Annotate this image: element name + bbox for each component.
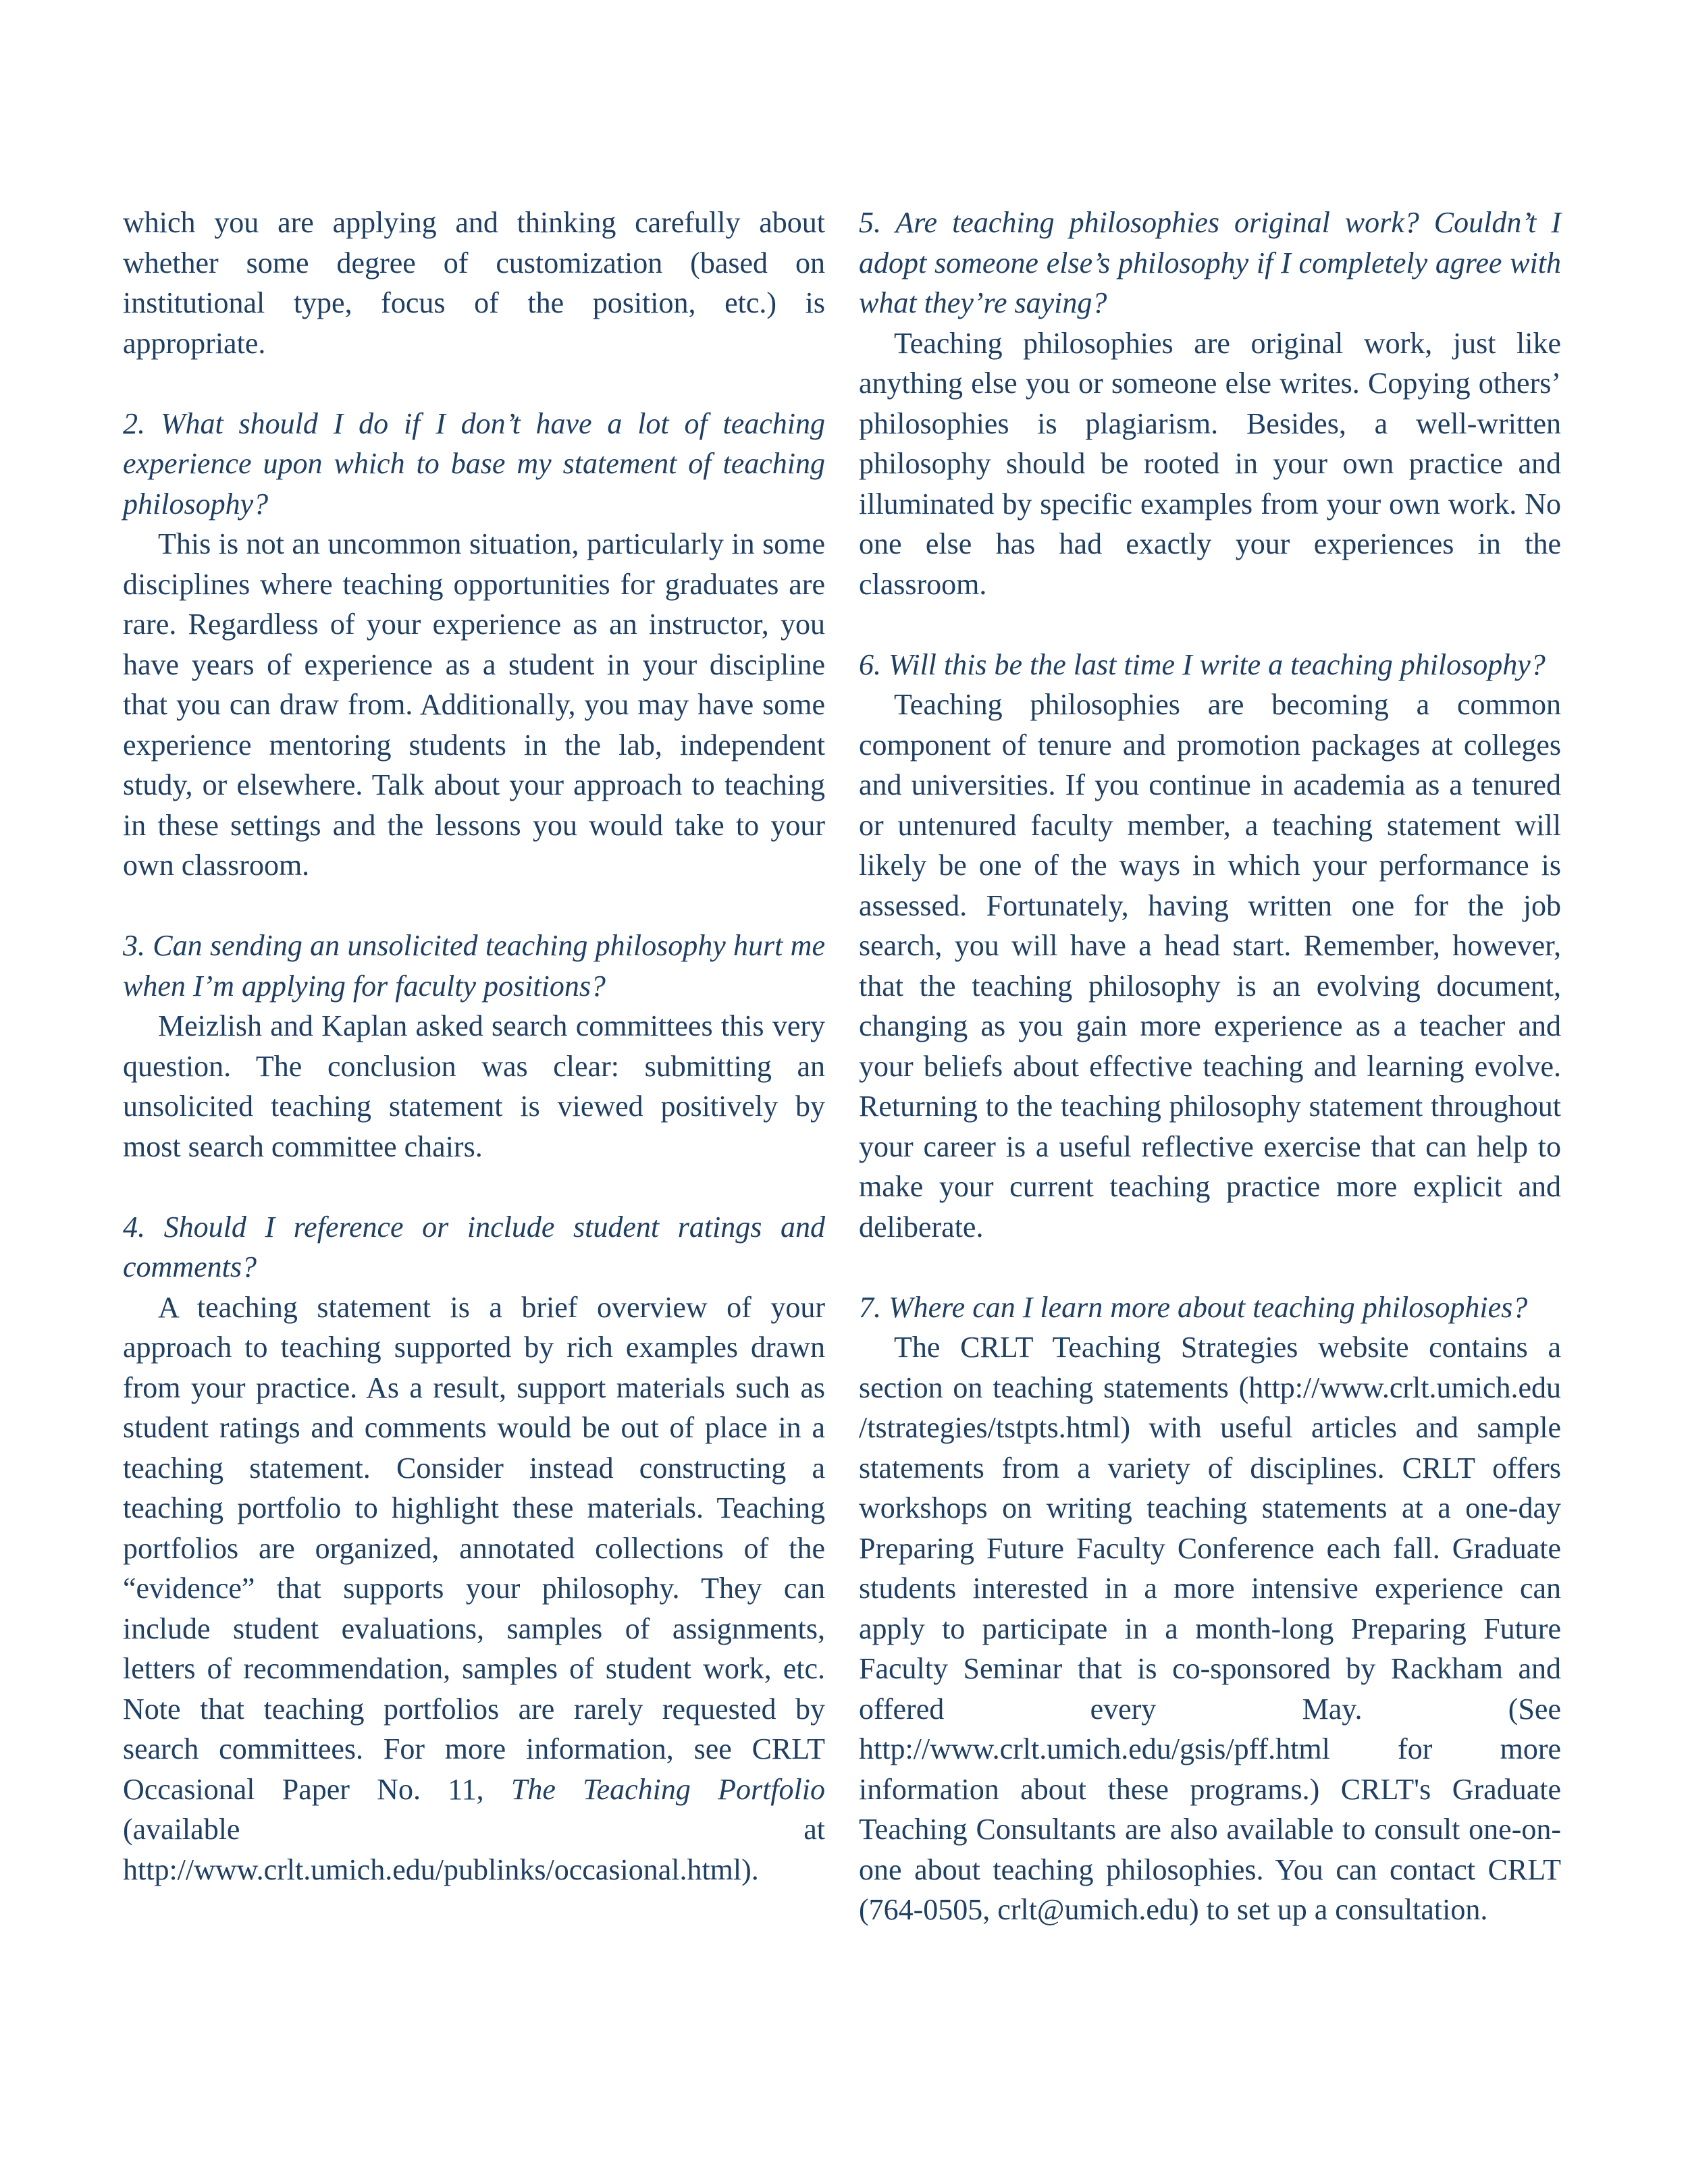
paragraph-gap: [123, 1167, 825, 1207]
question-3: 3. Can sending an unsolicited teaching philosophy hurt me when I’m applying for faculty positions?: [123, 929, 825, 1003]
question-5: 5. Are teaching philosophies original work? Couldn’t I adopt someone else’s philosophy if I completely agree with what they’re saying?: [859, 206, 1561, 319]
answer-2: This is not an uncommon situation, particularly in some disciplines where teaching opportunities for graduates are rare. Regardless of your experience as an instructor, you have years of experience as a student in your discipline that you can draw from. Additionally, you may have some experience mentoring students in the lab, independent study, or elsewhere. Talk about your approach to teaching in these settings and the lessons you would take to your own classroom.: [123, 527, 825, 882]
answer-7: The CRLT Teaching Strategies website contains a section on teaching statements (http://www.crlt.umich.edu /tstrategies/tstpts.html) with useful articles and sample statements from a variety of disciplines. CRLT offers workshops on writing teaching statements at a one-day Preparing Future Faculty Conference each fall. Graduate students interested in a more intensive experience can apply to participate in a month-long Preparing Future Faculty Seminar that is co-sponsored by Rackham and offered every May. (See http://www.crlt.umich.edu/gsis/pff.html for more information about these programs.) CRLT's Graduate Teaching Consultants are also available to consult one-on-one about teaching philosophies. You can contact CRLT (764-0505, crlt@umich.edu) to set up a consultation.: [859, 1331, 1561, 1926]
paragraph-gap: [123, 363, 825, 404]
paragraph-gap: [859, 604, 1561, 645]
question-2: 2. What should I do if I don’t have a lot of teaching experience upon which to base my statement of teaching philosophy?: [123, 406, 825, 521]
answer-4-text: A teaching statement is a brief overview of your approach to teaching supported by rich examples drawn from your practice. As a result, support materials such as student ratings and comments would be out of place in a teaching statement. Consider instead constructing a teaching portfolio to highlight these materials. Teaching portfolios are organized, annotated collections of the “evidence” that supports your philosophy. They can include student evaluations, samples of assignments, letters of recommendation, samples of student work, etc. Note that teaching portfolios are rarely requested by search committees. For more information, see CRLT Occasional Paper No. 11,: [123, 1290, 825, 1806]
answer-3: Meizlish and Kaplan asked search committees this very question. The conclusion was clear: submitting an unsolicited teaching statement is viewed positively by most search committee chairs.: [123, 1009, 825, 1163]
answer-6: Teaching philosophies are becoming a common component of tenure and promotion packages at colleges and universities. If you continue in academia as a tenured or untenured faculty member, a teaching statement will likely be one of the ways in which your performance is assessed. Fortunately, having written one for the job search, you will have a head start. Remember, however, that the teaching philosophy is an evolving document, changing as you gain more experience as a teacher and your beliefs about effective teaching and learning evolve. Returning to the teaching philosophy statement throughout your career is a useful reflective exercise that can help to make your current teaching practice more explicit and deliberate.: [859, 688, 1561, 1244]
answer-4: [123, 1287, 825, 1890]
question-6: 6. Will this be the last time I write a teaching philosophy?: [859, 647, 1546, 681]
answer-5: Teaching philosophies are original work, just like anything else you or someone else writes. Copying others’ philosophies is plagiarism. Besides, a well-written philosophy should be rooted in your own practice and illuminated by specific examples from your own work. No one else has had exactly your experiences in the classroom.: [859, 326, 1561, 601]
paragraph-gap: [859, 1247, 1561, 1287]
question-7: 7. Where can I learn more about teaching philosophies?: [859, 1290, 1528, 1324]
left-column: [123, 203, 825, 1890]
answer-4-text-end: (available at http://www.crlt.umich.edu/publinks/occasional.html).: [123, 1813, 825, 1886]
paragraph-gap: [123, 886, 825, 926]
intro-continuation: which you are applying and thinking carefully about whether some degree of customization (based on institutional type, focus of the position, etc.) is appropriate.: [123, 206, 825, 360]
right-column: [859, 203, 1561, 1930]
answer-4-publication-title: The Teaching Portfolio: [510, 1772, 825, 1806]
question-4: 4. Should I reference or include student ratings and comments?: [123, 1210, 825, 1283]
